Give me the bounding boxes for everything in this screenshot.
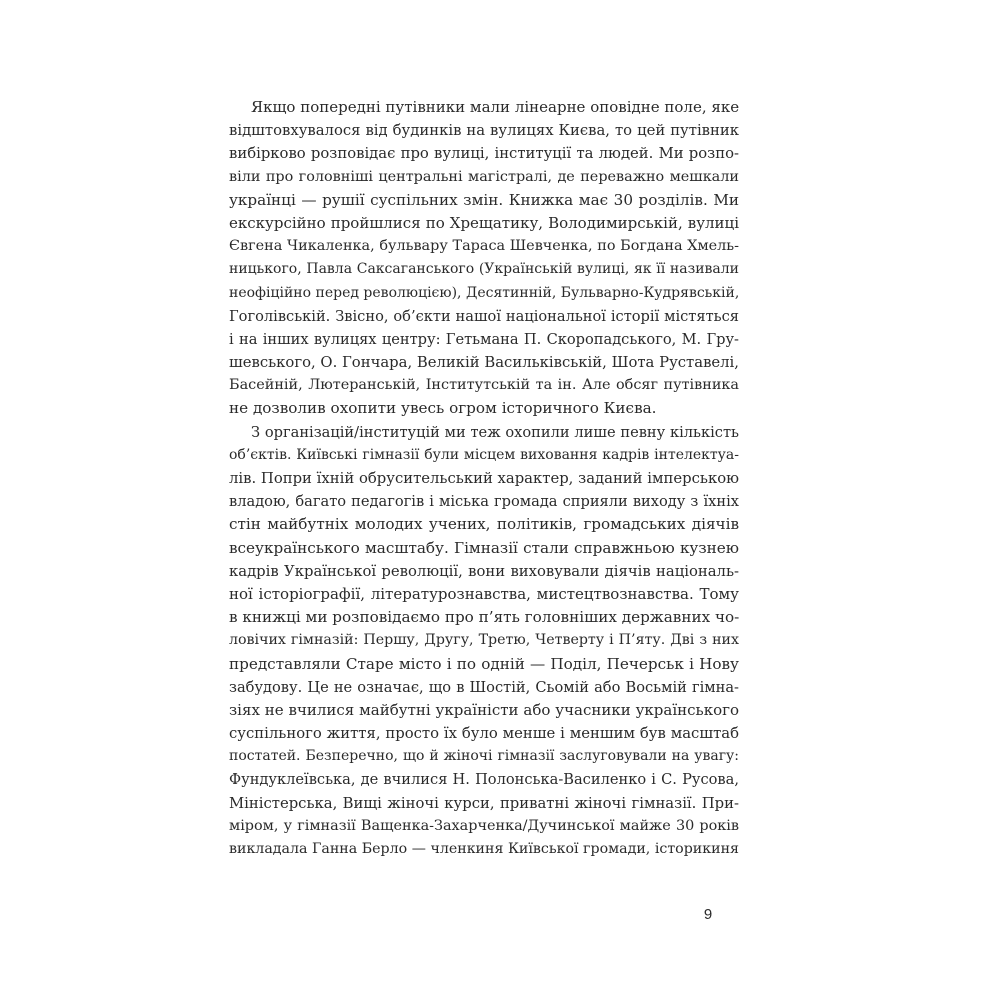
text-line: і на інших вулицях центру: Гетьмана П. Скоропадського, М. Гру- [229,330,739,348]
text-line: постатей. Безперечно, що й жіночі гімназії заслуговували на увагу: [229,748,739,765]
text-line: лів. Попри їхній обрусительський характер, заданий імперською [229,470,739,487]
text-line: стін майбутніх молодих учених, політиків, громадських діячів [229,515,739,534]
text-line: представляли Старе місто і по одній — Поділ, Печерськ і Нову [229,654,739,673]
text-line: неофіційно перед революцією), Десятинній, Бульварно-Кудрявській, [229,284,740,301]
text-line: відштовхувалося від будинків на вулицях Києва, то цей путівник [229,122,739,140]
text-line: Басейній, Лютеранській, Інститутській та ін. Але обсяг путівника [229,377,739,394]
text-line: суспільного життя, просто їх було менше і меншим був масштаб [229,725,739,743]
text-line: Міністерська, Вищі жіночі курси, приватні жіночі гімназії. При- [229,794,739,812]
text-line: зіях не вчилися майбутні україністи або учасники українського [229,700,739,719]
text-line: Гоголівській. Звісно, об’єкти нашої національної історії містяться [229,307,739,325]
text-line: З організацій/інституцій ми теж охопили лише певну кількість [251,423,739,441]
text-line: екскурсійно пройшлися по Хрещатику, Володимирській, вулиці [229,213,739,232]
text-line: ловічих гімназій: Першу, Другу, Третю, Четверту і П’яту. Дві з них [229,632,739,649]
text-line: Фундуклеївська, де вчилися Н. Полонська-Василенко і С. Русова, [229,771,739,789]
text-line: шевського, О. Гончара, Великій Васильківській, Шота Руставелі, [229,354,739,372]
text-line: віли про головніші центральні магістралі, де переважно мешкали [229,168,739,185]
text-line: не дозволив охопити увесь огром історичного Києва. [229,399,657,418]
text-line: викладала Ганна Берло — членкиня Київської громади, історикиня [229,841,739,857]
text-line: забудову. Це не означає, що в Шостій, Сьомій або Восьмій гімна- [229,678,739,696]
page-number: 9 [703,906,713,923]
text-line: об’єктів. Київські гімназії були місцем виховання кадрів інтелектуа- [229,446,739,463]
text-line: ницького, Павла Саксаганського (Українській вулиці, як її називали [229,261,739,278]
text-line: українці — рушії суспільних змін. Книжка має 30 розділів. Ми [229,190,739,209]
text-line: всеукраїнського масштабу. Гімназії стали справжньою кузнею [229,538,739,557]
text-line: міром, у гімназії Ващенка-Захарченка/Дучинської майже 30 років [229,817,739,834]
text-line: владою, багато педагогів і міська громада сприяли виходу з їхніх [229,493,739,511]
text-line: Якщо попередні путівники мали лінеарне оповідне поле, яке [251,98,740,116]
text-line: кадрів Української революції, вони виховували діячів національ- [229,562,739,580]
text-line: ної історіографії, літературознавства, мистецтвознавства. Тому [229,584,739,603]
text-line: Євгена Чикаленка, бульвару Тараса Шевченка, по Богдана Хмель- [229,238,739,255]
text-line: вибірково розповідає про вулиці, інституції та людей. Ми розпо- [229,145,739,163]
text-line: в книжці ми розповідаємо про п’ять головніших державних чо- [229,608,740,627]
body-text [229,96,739,861]
